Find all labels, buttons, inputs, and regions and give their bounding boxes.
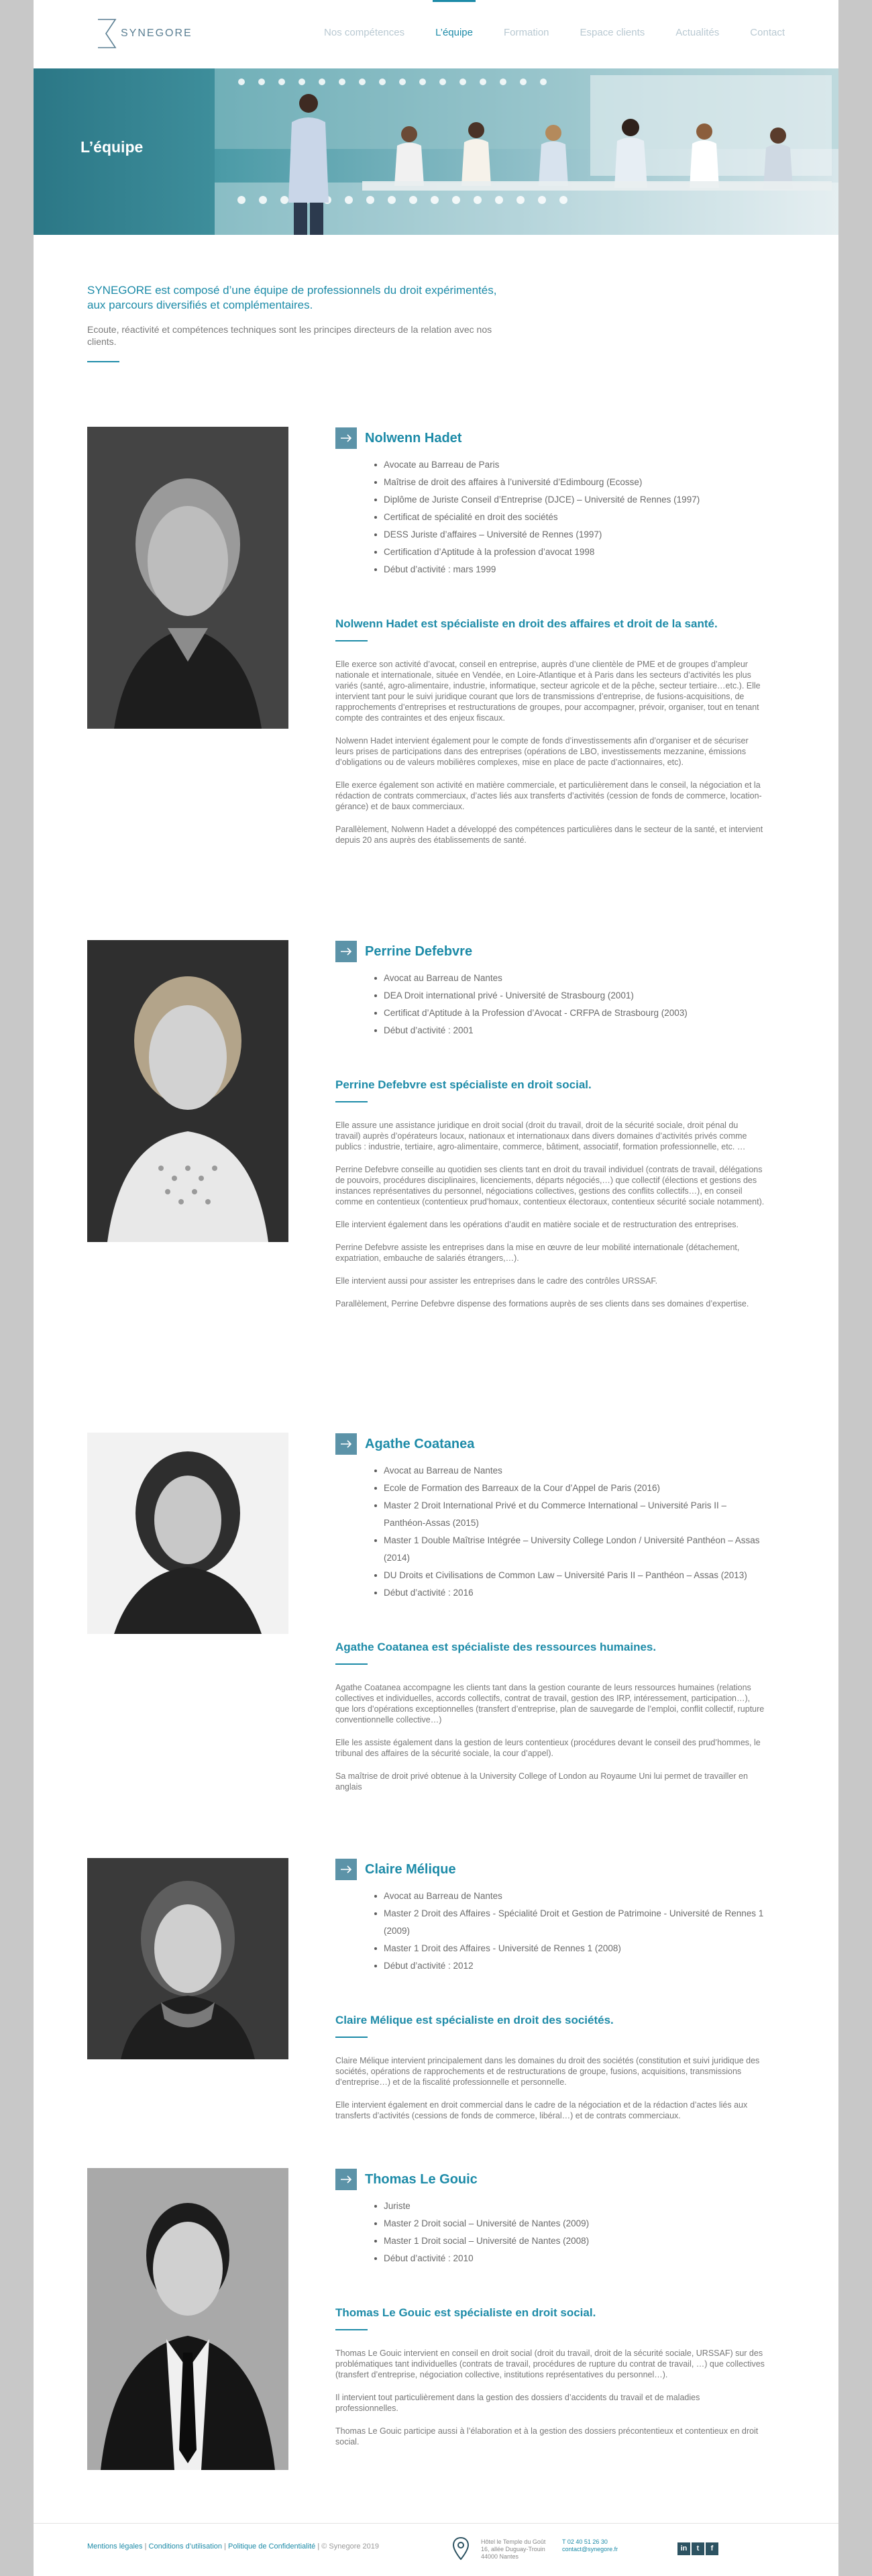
- credential-item: Juriste: [384, 2198, 765, 2215]
- arrow-right-icon: [335, 1433, 357, 1455]
- specialty-divider: [335, 1101, 368, 1102]
- credential-item: Diplôme de Juriste Conseil d’Entreprise (DJCE) – Université de Rennes (1997): [384, 491, 765, 509]
- credential-item: Ecole de Formation des Barreaux de la Cour d’Appel de Paris (2016): [384, 1480, 765, 1497]
- credential-item: Certificat de spécialité en droit des sociétés: [384, 509, 765, 526]
- logo-text: SYNEGORE: [121, 28, 193, 39]
- nav-item-actualites[interactable]: Actualités: [675, 27, 720, 38]
- bio-paragraph: Agathe Coatanea accompagne les clients tant dans la gestion courante de leurs ressources humaines (relations collectives et individuelles, accords collectifs, contrat de travail, gestion des IRP, intéressement, participation…), que lors d’opérations exceptionnelles (transfert d’entreprise, plan de sauvegarde de l’emploi, conflit collectif, rupture conventionnelle collective…): [335, 1683, 765, 1724]
- portrait-photo: [87, 1858, 288, 2059]
- credential-item: Certification d’Aptitude à la profession d’avocat 1998: [384, 544, 765, 561]
- intro: [87, 283, 503, 362]
- facebook-icon[interactable]: f: [706, 2542, 718, 2555]
- bio-paragraph: Thomas Le Gouic intervient en conseil en droit social (droit du travail, droit de la sécurité sociale, URSSAF) sur des problématiques tant individuelles (contrats de travail, procédures de rupture du contrat de travail, …) que collectives (transfert d’entreprise, négociation collective, institutions représentatives du personnel…).: [335, 2349, 765, 2379]
- intro-divider: [87, 361, 119, 362]
- mentions-legales-link[interactable]: Mentions légales: [87, 2542, 143, 2551]
- map-pin-icon: [453, 2537, 469, 2560]
- politique-confidentialite-link[interactable]: Politique de Confidentialité: [227, 2542, 316, 2551]
- bio-paragraph: Sa maîtrise de droit privé obtenue à la University College of London au Royaume Uni lui permet de travailler en anglais: [335, 1771, 748, 1792]
- member-name: Nolwenn Hadet: [365, 430, 462, 446]
- credential-item: Début d’activité : 2012: [384, 1957, 765, 1975]
- specialty-divider: [335, 1663, 368, 1665]
- credential-item: Master 2 Droit International Privé et du Commerce International – Université Paris II – Panthéon-Assas (2015): [384, 1497, 765, 1532]
- bio-paragraph: Nolwenn Hadet intervient également pour le compte de fonds d’investissements afin d’organiser et de sécuriser leurs prises de participations dans des entreprises (opérations de LBO, investissements mezzanine, émissions d’obligations ou de valeurs mobilières complexes, mise en place de pacte d’actionnaires, etc).: [335, 736, 749, 767]
- member-content: [335, 427, 765, 845]
- credential-item: DEA Droit international privé - Université de Strasbourg (2001): [384, 987, 765, 1004]
- bio-paragraph: Elle assure une assistance juridique en droit social (droit du travail, droit de la sécurité sociale, droit pénal du travail) auprès d’opérateurs locaux, nationaux et internationaux dans divers domaines d’activités privés comme publics : industrie, tertiaire, agro-alimentaire, commerce, bâtiment, associatif, formation professionnelle, etc. …: [335, 1121, 747, 1151]
- credential-item: Début d’activité : 2016: [384, 1584, 765, 1602]
- member-content: [335, 1433, 765, 1792]
- credential-item: Master 2 Droit des Affaires - Spécialité Droit et Gestion de Patrimoine - Université de Rennes 1 (2009): [384, 1905, 765, 1940]
- email-link[interactable]: contact@synegore.fr: [562, 2546, 618, 2553]
- bio-paragraph: Elle les assiste également dans la gestion de leurs contentieux (procédures devant le conseil des prud’hommes, le tribunal des affaires de la sécurité sociale, la cour d’appel).: [335, 1738, 761, 1758]
- specialty-heading: Agathe Coatanea est spécialiste des ressources humaines.: [335, 1641, 657, 1653]
- bio-paragraph: Elle intervient également dans les opérations d’audit en matière sociale et de restructuration des entreprises.: [335, 1220, 739, 1229]
- team-member: [87, 940, 785, 1308]
- bio-paragraph: Elle exerce son activité d’avocat, conseil en entreprise, auprès d’une clientèle de PME et de groupes d’ampleur nationale et internationale, située en Vendée, en Loire-Atlantique et à Paris dans les secteurs d’activités les plus variés (santé, agro-alimentaire, industrie, informatique, secteur agricole et de la pêche, secteur tertiaire…etc.). Elle intervient tant pour le suivi juridique courant que lors de transmissions d’entreprise, de fusions-acquisitions, de rapprochements d’entreprises et restructurations de groupes, pour accompagner, prévoir, organiser, tout en tenant compte des contraintes et des enjeux fiscaux.: [335, 660, 761, 723]
- nav-item-espace-clients[interactable]: Espace clients: [580, 27, 645, 38]
- twitter-icon[interactable]: t: [692, 2542, 704, 2555]
- portrait-photo: [87, 940, 288, 1242]
- page: [34, 0, 838, 2576]
- intro-text: Ecoute, réactivité et compétences techniques sont les principes directeurs de la relation avec nos clients.: [87, 324, 492, 347]
- bio-paragraph: Elle exerce également son activité en matière commerciale, et particulièrement dans le conseil, la négociation et la rédaction de contrats commerciaux, d’actes liés aux transferts d’activités (cession de fonds de commerce, location-gérance) et de baux commerciaux.: [335, 780, 762, 811]
- credential-item: DESS Juriste d’affaires – Université de Rennes (1997): [384, 526, 765, 544]
- credentials-list: [335, 1462, 765, 1602]
- nav-item-equipe[interactable]: L’équipe: [435, 27, 473, 38]
- credential-item: Avocat au Barreau de Nantes: [384, 1462, 765, 1480]
- member-name: Thomas Le Gouic: [365, 2171, 478, 2187]
- specialty-heading: Perrine Defebvre est spécialiste en droit social.: [335, 1078, 592, 1091]
- bio-paragraph: Il intervient tout particulièrement dans la gestion des dossiers d’accidents du travail et de maladies professionnelles.: [335, 2393, 700, 2413]
- linkedin-icon[interactable]: in: [677, 2542, 690, 2555]
- portrait-photo: [87, 2168, 288, 2470]
- main-nav: [293, 27, 785, 38]
- synegore-logo-icon: [95, 17, 118, 50]
- team-member: [87, 427, 785, 845]
- member-name: Perrine Defebvre: [365, 943, 473, 959]
- credential-item: Master 1 Double Maîtrise Intégrée – University College London / Université Panthéon – Assas (2014): [384, 1532, 765, 1567]
- arrow-right-icon: [335, 427, 357, 449]
- legal-links: Mentions légales | Conditions d’utilisation | Politique de Confidentialité | © Synegore 2019: [87, 2542, 380, 2551]
- phone-number[interactable]: T 02 40 51 26 30: [562, 2538, 608, 2545]
- copyright: © Synegore 2019: [321, 2542, 380, 2551]
- social-links: [677, 2542, 720, 2555]
- member-photo: [87, 427, 288, 729]
- team-member: [87, 1858, 785, 2126]
- team-member: [87, 2168, 785, 2477]
- member-name: Agathe Coatanea: [365, 1436, 475, 1451]
- credential-item: Avocat au Barreau de Nantes: [384, 1888, 765, 1905]
- credential-item: Avocat au Barreau de Nantes: [384, 970, 765, 987]
- specialty-heading: Nolwenn Hadet est spécialiste en droit des affaires et droit de la santé.: [335, 617, 718, 630]
- credentials-list: [335, 1888, 765, 1975]
- arrow-right-icon: [335, 1859, 357, 1880]
- bio-paragraph: Elle intervient aussi pour assister les entreprises dans le cadre des contrôles URSSAF.: [335, 1276, 658, 1286]
- specialty-divider: [335, 2329, 368, 2330]
- credential-item: DU Droits et Civilisations de Common Law – Université Paris II – Panthéon – Assas (2013): [384, 1567, 765, 1584]
- member-photo: [87, 2168, 288, 2470]
- specialty-heading: Thomas Le Gouic est spécialiste en droit social.: [335, 2306, 596, 2319]
- conditions-utilisation-link[interactable]: Conditions d’utilisation: [148, 2542, 222, 2551]
- credential-item: Début d’activité : mars 1999: [384, 561, 765, 578]
- credential-item: Certificat d’Aptitude à la Profession d’Avocat - CRFPA de Strasbourg (2003): [384, 1004, 765, 1022]
- contact-info: [562, 2538, 618, 2553]
- credential-item: Avocate au Barreau de Paris: [384, 456, 765, 474]
- member-photo: [87, 1858, 288, 2059]
- nav-item-formation[interactable]: Formation: [504, 27, 549, 38]
- arrow-right-icon: [335, 941, 357, 962]
- intro-lead: SYNEGORE est composé d’une équipe de professionnels du droit expérimentés, aux parcours diversifiés et complémentaires.: [87, 284, 497, 311]
- nav-item-contact[interactable]: Contact: [750, 27, 785, 38]
- member-photo: [87, 940, 288, 1242]
- member-content: [335, 940, 765, 1309]
- specialty-divider: [335, 640, 368, 641]
- nav-item-competences[interactable]: Nos compétences: [324, 27, 405, 38]
- portrait-photo: [87, 427, 288, 729]
- credential-item: Master 2 Droit social – Université de Nantes (2009): [384, 2215, 765, 2232]
- team-meeting-photo: [215, 68, 838, 235]
- arrow-right-icon: [335, 2169, 357, 2190]
- team-member: [87, 1433, 785, 1792]
- credential-item: Début d’activité : 2001: [384, 1022, 765, 1039]
- site-header: [34, 0, 838, 68]
- address: Hôtel le Temple du Goût 16, allée Duguay-Trouin 44000 Nantes: [481, 2538, 546, 2560]
- credential-item: Master 1 Droit social – Université de Nantes (2008): [384, 2232, 765, 2250]
- bio-paragraph: Elle intervient également en droit commercial dans le cadre de la négociation et de la rédaction d’actes liés aux transferts d’activités (cessions de fonds de commerce, libéral…) et de contrats commerciaux.: [335, 2100, 748, 2120]
- hero-banner: [34, 68, 838, 235]
- bio-paragraph: Parallèlement, Perrine Defebvre dispense des formations auprès de ses clients dans ses domaines d’expertise.: [335, 1299, 749, 1308]
- bio-paragraph: Perrine Defebvre assiste les entreprises dans la mise en œuvre de leur mobilité internationale (détachement, expatriation, embauche de salariés étrangers,…).: [335, 1243, 740, 1263]
- credential-item: Master 1 Droit des Affaires - Université de Rennes 1 (2008): [384, 1940, 765, 1957]
- specialty-divider: [335, 2037, 368, 2038]
- portrait-photo: [87, 1433, 288, 1634]
- site-footer: [34, 2523, 838, 2576]
- credential-item: Maîtrise de droit des affaires à l’université d’Edimbourg (Ecosse): [384, 474, 765, 491]
- credentials-list: [335, 456, 765, 578]
- credentials-list: [335, 2198, 765, 2267]
- member-content: [335, 1858, 765, 2121]
- specialty-heading: Claire Mélique est spécialiste en droit des sociétés.: [335, 2014, 614, 2026]
- bio-paragraph: Parallèlement, Nolwenn Hadet a développé des compétences particulières dans le secteur de la santé, et intervient depuis 20 ans auprès des établissements de santé.: [335, 825, 763, 845]
- member-name: Claire Mélique: [365, 1861, 456, 1877]
- member-content: [335, 2168, 765, 2447]
- credential-item: Début d’activité : 2010: [384, 2250, 765, 2267]
- bio-paragraph: Perrine Defebvre conseille au quotidien ses clients tant en droit du travail individuel (contrats de travail, délégations de pouvoirs, procédures disciplinaires, licenciements, départs négociés,…) que collectif (élections et gestions des instances représentatives du personnel, négociations collectives, gestions des conflits collectifs…), en conseil comme en contentieux (contentieux prud’homaux, contentieux électoraux, contentieux sécurité sociale notamment).: [335, 1165, 765, 1206]
- logo[interactable]: [95, 17, 193, 50]
- bio-paragraph: Thomas Le Gouic participe aussi à l’élaboration et à la gestion des dossiers précontentieux et contentieux en droit social.: [335, 2426, 759, 2446]
- page-title: L’équipe: [80, 138, 144, 156]
- member-photo: [87, 1433, 288, 1634]
- credentials-list: [335, 970, 765, 1039]
- bio-paragraph: Claire Mélique intervient principalement dans les domaines du droit des sociétés (constitution et suivi juridique des sociétés, opérations de rapprochements et de restructurations de groupe, fusions, acquisitions, transmissions d’entreprise…) et de la fiscalité professionnelle et personnelle.: [335, 2056, 760, 2087]
